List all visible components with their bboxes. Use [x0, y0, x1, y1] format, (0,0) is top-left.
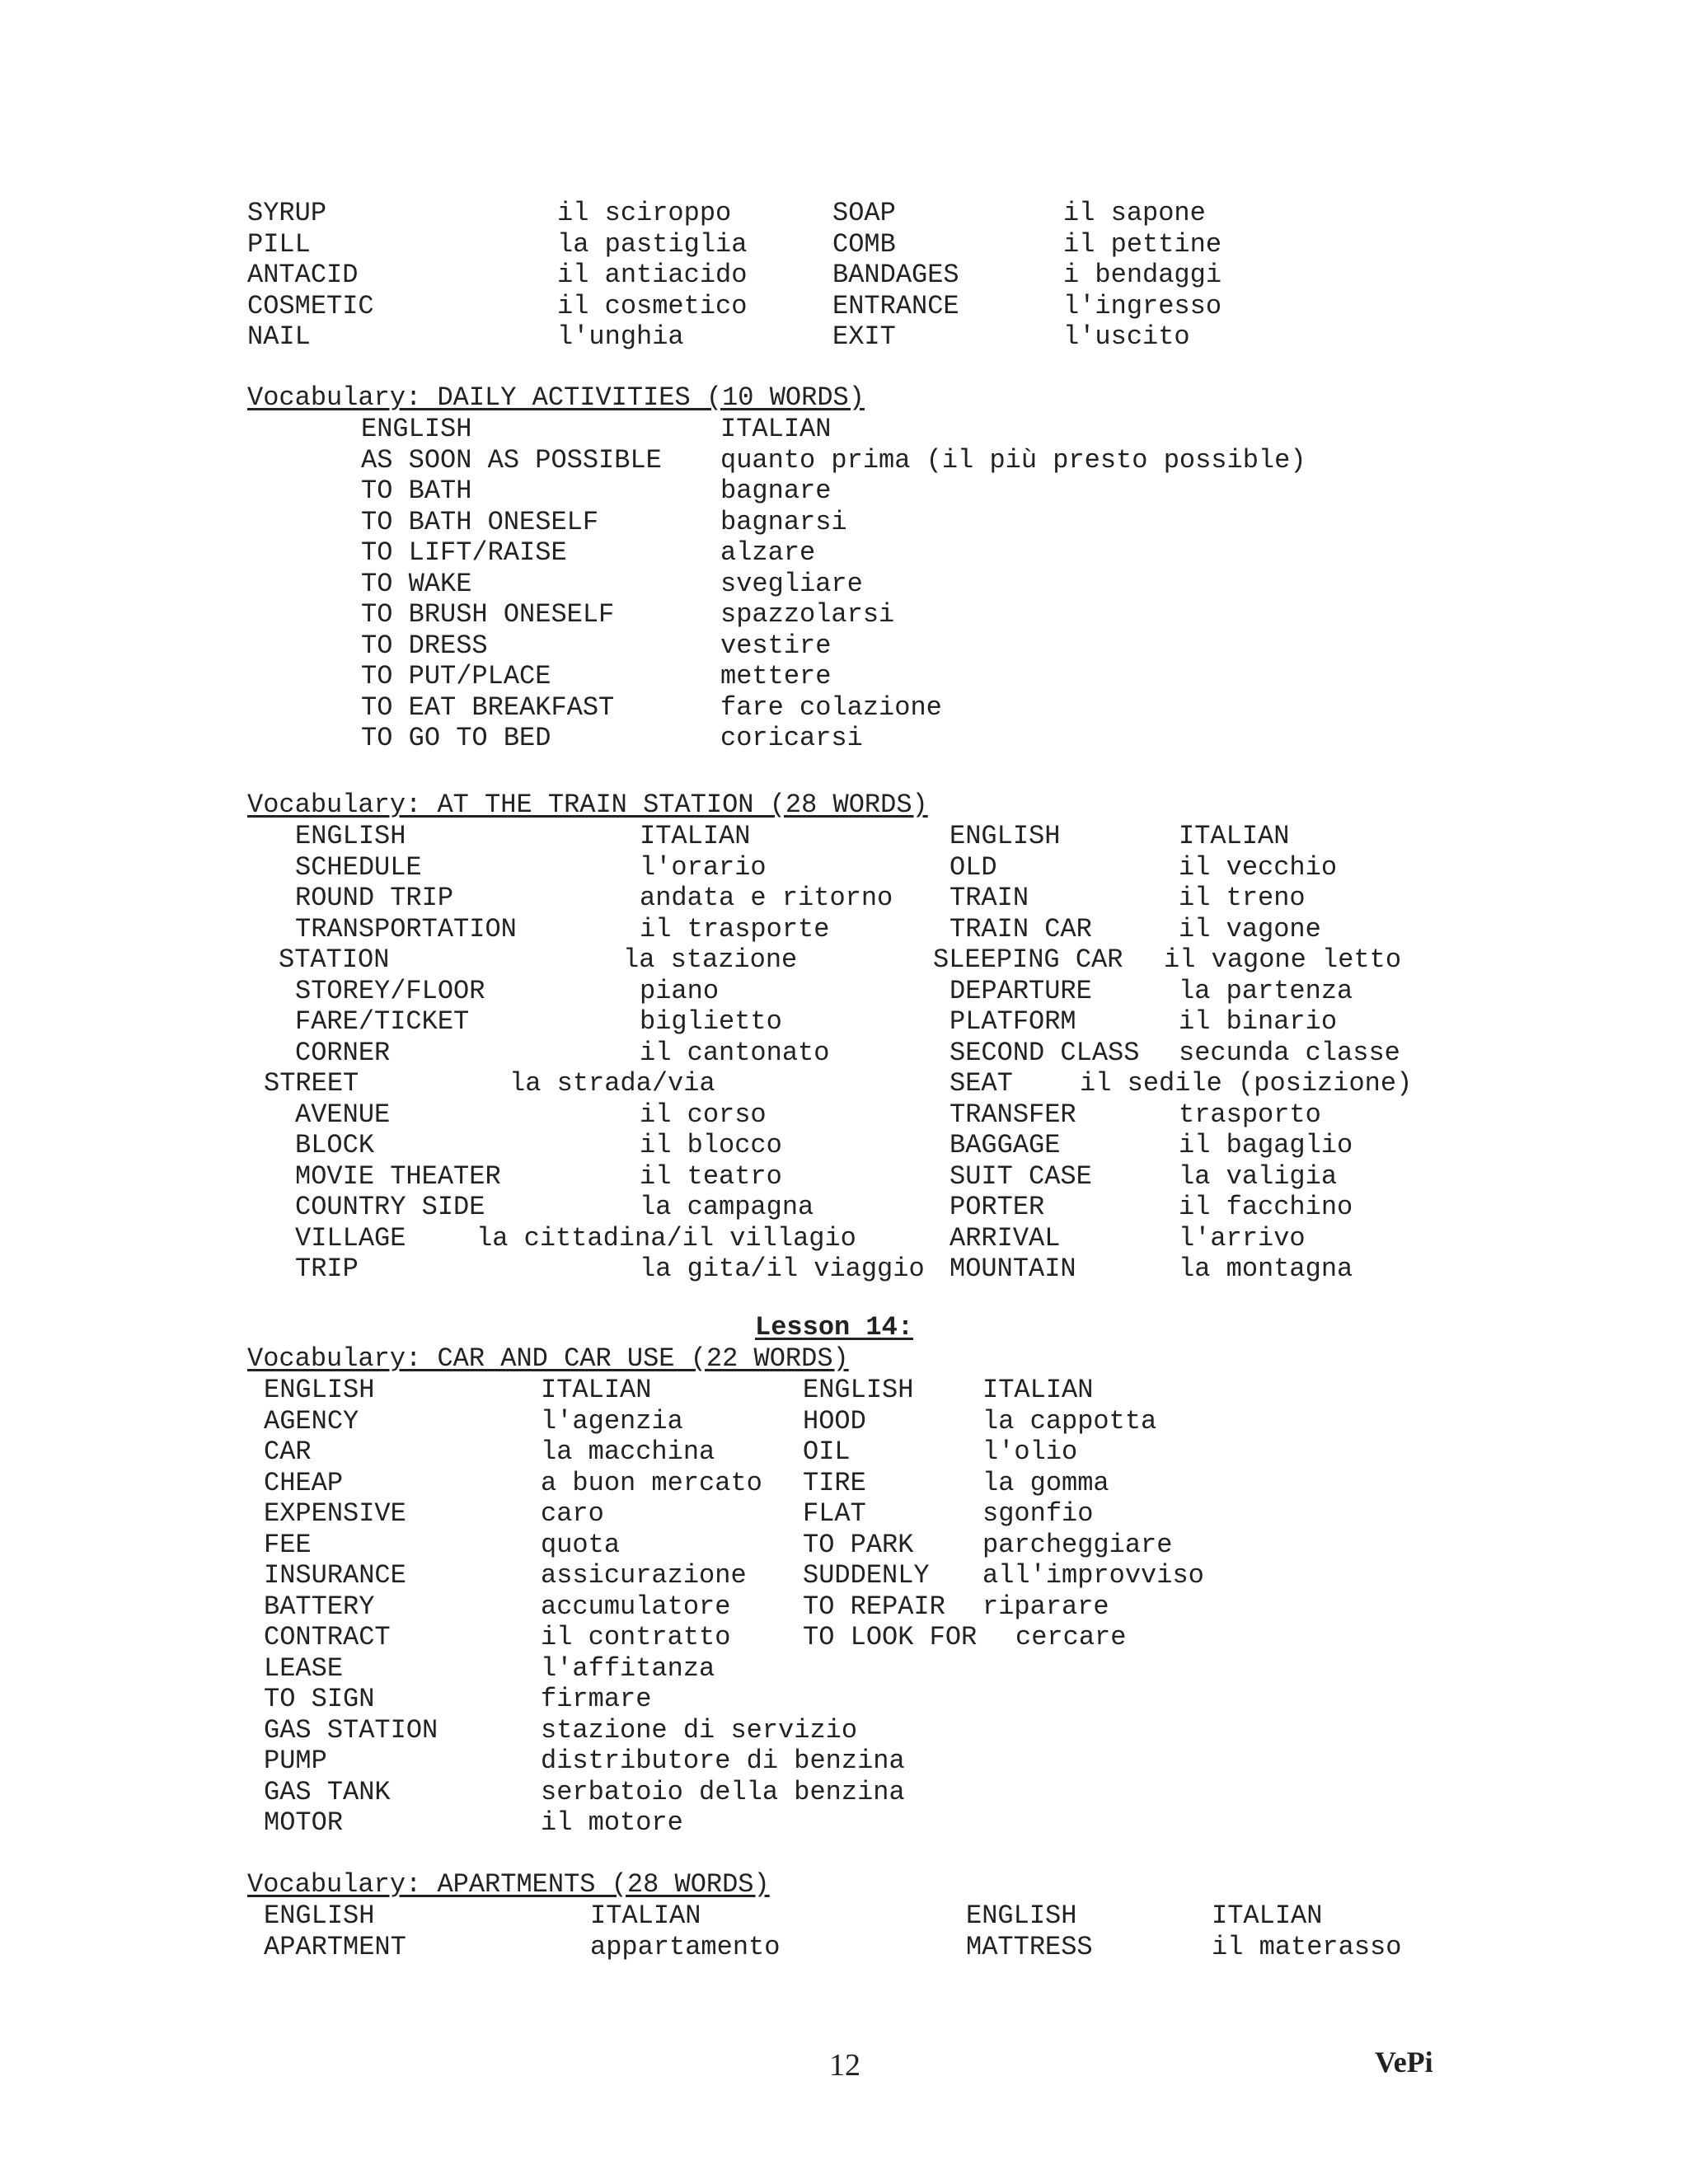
italian-term: l'orario: [640, 851, 767, 883]
english-term: TRAIN CAR: [950, 913, 1092, 944]
italian-term: svegliare: [720, 568, 863, 599]
italian-term: la montagna: [1179, 1254, 1353, 1284]
english-term: BANDAGES: [832, 260, 959, 290]
table-row: [0, 1406, 1688, 1437]
italian-term: la partenza: [1179, 975, 1353, 1006]
table-row: [0, 198, 1688, 229]
table-row: [0, 852, 1688, 883]
table-row: [0, 1746, 1688, 1777]
italian-term: andata e ritorno: [640, 883, 893, 913]
english-term: LEASE: [264, 1652, 344, 1684]
table-row: [0, 1130, 1688, 1161]
english-term: MATTRESS: [966, 1931, 1093, 1962]
column-header: ITALIAN: [541, 1375, 652, 1405]
column-header: ITALIAN: [640, 821, 751, 851]
italian-term: la cappotta: [982, 1405, 1157, 1436]
italian-term: il sciroppo: [557, 198, 732, 228]
table-row: [0, 1498, 1688, 1530]
column-header: ENGLISH: [295, 821, 406, 851]
italian-term: l'uscito: [1063, 321, 1190, 352]
italian-term: parcheggiare: [982, 1529, 1173, 1560]
table-row: [0, 1038, 1688, 1069]
table-row: [0, 1684, 1688, 1715]
daily-activities-heading: Vocabulary: DAILY ACTIVITIES (10 WORDS): [247, 382, 865, 413]
table-row: [0, 1436, 1688, 1468]
english-term: SEAT: [950, 1068, 1013, 1099]
column-header: ITALIAN: [590, 1900, 701, 1931]
table-row: [0, 1254, 1688, 1285]
column-header: ENGLISH: [803, 1375, 914, 1405]
column-header: ITALIAN: [1179, 821, 1290, 851]
table-row: [0, 1068, 1688, 1099]
column-header: ENGLISH: [950, 821, 1061, 851]
table-row: [0, 976, 1688, 1007]
italian-term: il vecchio: [1179, 851, 1338, 883]
english-term: TO SIGN: [264, 1684, 375, 1714]
italian-term: bagnarsi: [720, 506, 847, 537]
italian-term: quanto prima (il più presto possible): [720, 444, 1306, 476]
english-term: COMB: [832, 228, 896, 260]
italian-term: alzare: [720, 537, 816, 568]
english-term: AS SOON AS POSSIBLE: [361, 444, 662, 476]
english-term: TRIP: [295, 1254, 359, 1284]
italian-term: sgonfio: [982, 1498, 1094, 1529]
english-term: CONTRACT: [264, 1622, 391, 1652]
table-row: [0, 321, 1688, 353]
table-row: [0, 599, 1688, 630]
english-term: FARE/TICKET: [295, 1006, 470, 1037]
english-term: TRANSFER: [950, 1099, 1076, 1130]
english-term: PILL: [247, 228, 311, 260]
english-term: TRANSPORTATION: [295, 913, 517, 944]
italian-term: appartamento: [590, 1931, 781, 1962]
english-term: EXIT: [832, 321, 896, 352]
english-term: STREET: [264, 1068, 359, 1099]
page-number: 12: [829, 2048, 860, 2083]
table-header-row: [0, 821, 1688, 852]
table-row: [0, 1932, 1688, 1963]
italian-term: quota: [541, 1529, 621, 1560]
english-term: DEPARTURE: [950, 975, 1092, 1006]
table-row: [0, 723, 1688, 754]
table-row: [0, 1530, 1688, 1561]
table-row: [0, 1777, 1688, 1808]
italian-term: il bagaglio: [1179, 1130, 1353, 1160]
table-header-row: [0, 1375, 1688, 1406]
column-header: ITALIAN: [1212, 1900, 1323, 1931]
italian-term: l'agenzia: [541, 1405, 683, 1436]
italian-term: la cittadina/il villagio: [476, 1222, 856, 1254]
table-row: [0, 944, 1688, 976]
italian-term: la stazione: [623, 944, 798, 975]
italian-term: il teatro: [640, 1160, 782, 1192]
table-row: [0, 1223, 1688, 1254]
english-term: CHEAP: [264, 1467, 344, 1498]
italian-term: il blocco: [640, 1130, 782, 1160]
english-term: SUDDENLY: [803, 1560, 930, 1591]
lesson-title: Lesson 14:: [755, 1312, 914, 1343]
english-term: TO GO TO BED: [361, 723, 551, 753]
table-row: [0, 1192, 1688, 1223]
column-header: ITALIAN: [982, 1375, 1094, 1405]
table-row: [0, 1807, 1688, 1839]
train-station-heading: Vocabulary: AT THE TRAIN STATION (28 WORDS): [247, 790, 928, 820]
table-row: [0, 569, 1688, 600]
italian-term: spazzolarsi: [720, 599, 895, 630]
table-row: [0, 476, 1688, 507]
table-row: [0, 291, 1688, 322]
english-term: PUMP: [264, 1746, 327, 1776]
italian-term: all'improvviso: [982, 1560, 1204, 1591]
italian-term: la macchina: [541, 1436, 715, 1467]
english-term: TO DRESS: [361, 630, 488, 661]
italian-term: piano: [640, 975, 720, 1006]
table-row: [0, 1653, 1688, 1685]
column-header: ENGLISH: [361, 414, 472, 444]
italian-term: il cosmetico: [557, 290, 748, 321]
english-term: HOOD: [803, 1405, 866, 1436]
english-term: TO LOOK FOR: [803, 1622, 978, 1652]
english-term: PORTER: [950, 1192, 1045, 1222]
italian-term: vestire: [720, 630, 832, 661]
italian-term: secunda classe: [1179, 1037, 1400, 1068]
italian-term: trasporto: [1179, 1099, 1321, 1130]
footer-brand: VePi: [1375, 2046, 1433, 2079]
english-term: SUIT CASE: [950, 1160, 1092, 1192]
english-term: MOTOR: [264, 1807, 344, 1838]
table-row: [0, 1099, 1688, 1131]
table-row: [0, 1560, 1688, 1591]
english-term: INSURANCE: [264, 1560, 406, 1591]
italian-term: la campagna: [640, 1192, 814, 1222]
table-row: [0, 229, 1688, 260]
italian-term: cercare: [1015, 1622, 1127, 1652]
english-term: TO LIFT/RAISE: [361, 537, 567, 568]
italian-term: il treno: [1179, 883, 1306, 913]
italian-term: assicurazione: [541, 1560, 747, 1591]
italian-term: il antiacido: [557, 260, 748, 290]
italian-term: distributore di benzina: [541, 1746, 905, 1776]
english-term: SCHEDULE: [295, 851, 422, 883]
english-term: ANTACID: [247, 260, 359, 290]
table-row: [0, 1006, 1688, 1038]
english-term: OLD: [950, 851, 997, 883]
italian-term: i bendaggi: [1063, 260, 1222, 290]
english-term: GAS TANK: [264, 1776, 391, 1807]
english-term: TO PUT/PLACE: [361, 661, 551, 691]
italian-term: il vagone: [1179, 913, 1321, 944]
italian-term: l'affitanza: [541, 1652, 715, 1684]
english-term: ENTRANCE: [832, 290, 959, 321]
italian-term: il sapone: [1063, 198, 1206, 228]
italian-term: il corso: [640, 1099, 767, 1130]
table-row: [0, 537, 1688, 569]
english-term: CORNER: [295, 1037, 391, 1068]
english-term: MOVIE THEATER: [295, 1160, 501, 1192]
table-row: [0, 914, 1688, 945]
italian-term: bagnare: [720, 476, 832, 506]
italian-term: accumulatore: [541, 1591, 731, 1622]
english-term: SLEEPING CAR: [933, 944, 1123, 975]
english-term: VILLAGE: [295, 1222, 406, 1254]
column-header: ENGLISH: [966, 1900, 1077, 1931]
english-term: BATTERY: [264, 1591, 375, 1622]
italian-term: a buon mercato: [541, 1467, 762, 1498]
italian-term: il materasso: [1212, 1931, 1402, 1962]
english-term: GAS STATION: [264, 1714, 438, 1746]
italian-term: caro: [541, 1498, 604, 1529]
english-term: TRAIN: [950, 883, 1029, 913]
italian-term: biglietto: [640, 1006, 782, 1037]
apartments-heading: Vocabulary: APARTMENTS (28 WORDS): [247, 1869, 770, 1900]
italian-term: riparare: [982, 1591, 1109, 1622]
car-use-heading: Vocabulary: CAR AND CAR USE (22 WORDS): [247, 1343, 849, 1374]
italian-term: mettere: [720, 661, 832, 691]
english-term: SOAP: [832, 198, 896, 228]
italian-term: il motore: [541, 1807, 683, 1838]
italian-term: fare colazione: [720, 691, 942, 723]
italian-term: serbatoio della benzina: [541, 1776, 905, 1807]
italian-term: l'ingresso: [1063, 290, 1222, 321]
italian-term: la strada/via: [509, 1068, 715, 1099]
table-row: [0, 445, 1688, 476]
italian-term: il trasporte: [640, 913, 830, 944]
english-term: NAIL: [247, 321, 311, 352]
english-term: FEE: [264, 1529, 312, 1560]
italian-term: l'arrivo: [1179, 1222, 1306, 1254]
column-header: ENGLISH: [264, 1900, 375, 1931]
english-term: ROUND TRIP: [295, 883, 454, 913]
table-row: [0, 630, 1688, 662]
english-term: TO PARK: [803, 1529, 914, 1560]
table-row: [0, 1161, 1688, 1193]
table-row: [0, 260, 1688, 291]
english-term: BLOCK: [295, 1130, 375, 1160]
table-row: [0, 1715, 1688, 1746]
italian-term: l'olio: [982, 1436, 1078, 1467]
table-row: [0, 692, 1688, 724]
english-term: AVENUE: [295, 1099, 391, 1130]
english-term: MOUNTAIN: [950, 1254, 1076, 1284]
column-header: ITALIAN: [720, 414, 832, 444]
italian-term: la pastiglia: [557, 228, 748, 260]
italian-term: il binario: [1179, 1006, 1338, 1037]
table-row: [0, 1622, 1688, 1653]
english-term: TO REPAIR: [803, 1591, 945, 1622]
italian-term: il contratto: [541, 1622, 731, 1652]
english-term: EXPENSIVE: [264, 1498, 406, 1529]
english-term: SECOND CLASS: [950, 1037, 1140, 1068]
italian-term: firmare: [541, 1684, 652, 1714]
italian-term: il pettine: [1063, 228, 1222, 260]
table-row: [0, 1591, 1688, 1623]
english-term: APARTMENT: [264, 1931, 406, 1962]
english-term: COUNTRY SIDE: [295, 1192, 485, 1222]
table-row: [0, 661, 1688, 692]
english-term: BAGGAGE: [950, 1130, 1061, 1160]
english-term: TO WAKE: [361, 568, 472, 599]
italian-term: stazione di servizio: [541, 1714, 858, 1746]
english-term: OIL: [803, 1436, 851, 1467]
english-term: TO BRUSH ONESELF: [361, 599, 615, 630]
english-term: TO BATH: [361, 476, 472, 506]
italian-term: il vagone letto: [1164, 944, 1402, 975]
table-row: [0, 1468, 1688, 1499]
english-term: SYRUP: [247, 198, 327, 228]
italian-term: coricarsi: [720, 723, 863, 753]
column-header: ENGLISH: [264, 1375, 375, 1405]
italian-term: il facchino: [1179, 1192, 1353, 1222]
table-header-row: [0, 414, 1688, 445]
english-term: CAR: [264, 1436, 312, 1467]
english-term: PLATFORM: [950, 1006, 1076, 1037]
table-header-row: [0, 1900, 1688, 1932]
english-term: STATION: [279, 944, 390, 975]
italian-term: la gita/il viaggio: [640, 1254, 925, 1284]
italian-term: il sedile (posizione): [1080, 1068, 1413, 1099]
english-term: TO BATH ONESELF: [361, 506, 599, 537]
english-term: TO EAT BREAKFAST: [361, 691, 615, 723]
english-term: STOREY/FLOOR: [295, 975, 485, 1006]
italian-term: il cantonato: [640, 1037, 830, 1068]
english-term: ARRIVAL: [950, 1222, 1061, 1254]
english-term: TIRE: [803, 1467, 866, 1498]
english-term: FLAT: [803, 1498, 866, 1529]
italian-term: la valigia: [1179, 1160, 1338, 1192]
italian-term: l'unghia: [557, 321, 684, 352]
italian-term: la gomma: [982, 1467, 1109, 1498]
table-row: [0, 507, 1688, 538]
english-term: COSMETIC: [247, 290, 374, 321]
english-term: AGENCY: [264, 1405, 359, 1436]
table-row: [0, 883, 1688, 914]
